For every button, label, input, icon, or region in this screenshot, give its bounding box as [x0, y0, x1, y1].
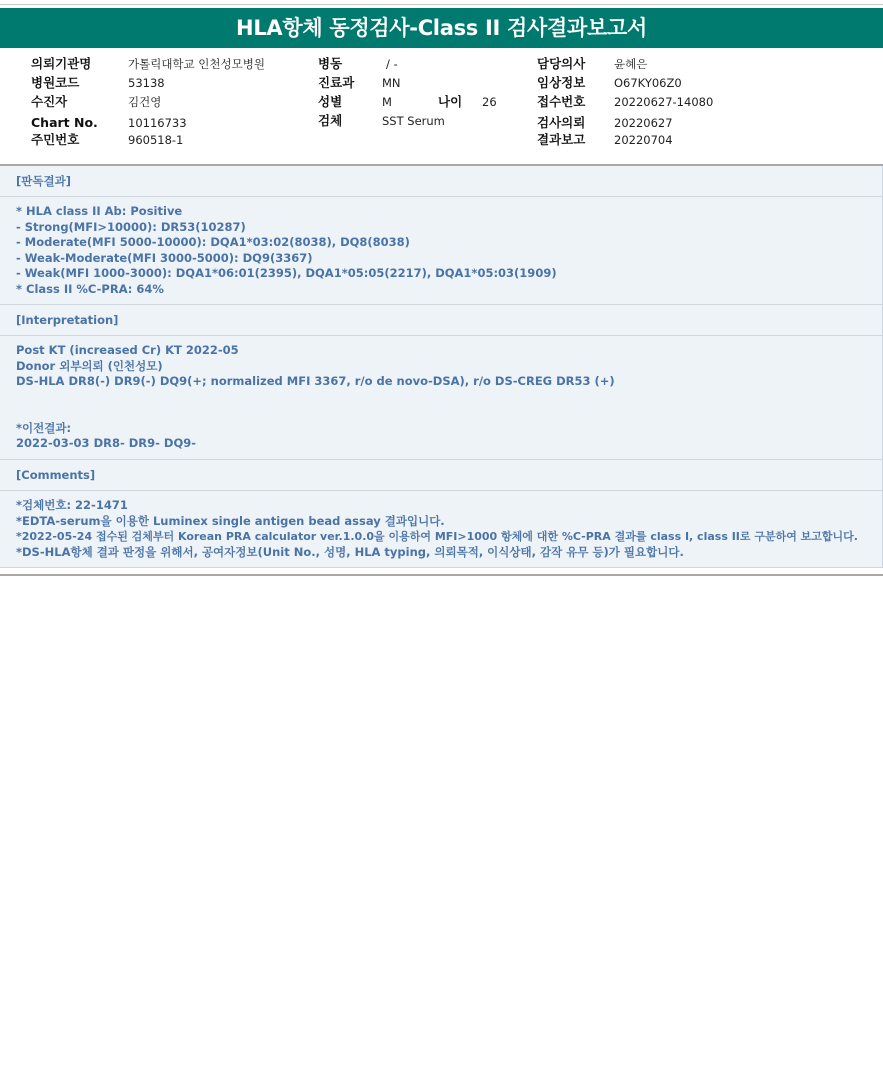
- hospital-code-label: 병원코드: [31, 75, 80, 90]
- interpretation-line: 2022-03-03 DR8- DR9- DQ9-: [16, 436, 197, 450]
- institution-value: 가톨릭대학교 인천성모병원: [128, 57, 265, 71]
- interpretation-line: Post KT (increased Cr) KT 2022-05: [16, 343, 239, 357]
- department-label: 진료과: [318, 75, 355, 90]
- test-request-label: 검사의뢰: [537, 115, 586, 130]
- result-line: - Weak(MFI 1000-3000): DQA1*06:01(2395), DQA1*05:05(2217), DQA1*05:03(1909): [16, 266, 557, 280]
- comments-section-body: [0, 491, 882, 568]
- chart-no-label: Chart No.: [31, 115, 98, 130]
- interpretation-line: DS-HLA DR8(-) DR9(-) DQ9(+; normalized MFI 3367, r/o de novo-DSA), r/o DS-CREG DR53 (+): [16, 374, 615, 388]
- top-divider: [0, 4, 883, 5]
- ward-value: / -: [386, 57, 398, 71]
- patient-value: 김건영: [128, 95, 162, 109]
- hospital-code-value: 53138: [128, 76, 165, 90]
- interpretation-line: [16, 390, 882, 406]
- clinical-info-value: O67KY06Z0: [614, 76, 682, 90]
- comment-line: *검체번호: 22-1471: [16, 498, 128, 512]
- result-section-body: [0, 197, 882, 305]
- interpretation-section-heading: [Interpretation]: [0, 305, 882, 336]
- receipt-no-value: 20220627-14080: [614, 95, 714, 109]
- bottom-divider: [0, 574, 883, 576]
- sex-label: 성별: [318, 94, 343, 109]
- specimen-label: 검체: [318, 113, 343, 128]
- receipt-no-label: 접수번호: [537, 94, 586, 109]
- comments-section-heading: [Comments]: [0, 460, 882, 491]
- institution-label: 의뢰기관명: [31, 56, 92, 71]
- specimen-value: SST Serum: [382, 114, 445, 128]
- result-line: - Weak-Moderate(MFI 3000-5000): DQ9(3367): [16, 250, 313, 265]
- test-request-value: 20220627: [614, 116, 673, 130]
- result-line: - Strong(MFI>10000): DR53(10287): [16, 219, 246, 234]
- comment-line: *2022-05-24 접수된 검체부터 Korean PRA calculator ver.1.0.0을 이용하여 MFI>1000 항체에 대한 %C-PRA 결과를 class I, class II로 구분하여 보고합니다.: [16, 530, 858, 543]
- interpretation-line: [16, 405, 882, 421]
- result-report-value: 20220704: [614, 133, 673, 147]
- result-section-heading: [판독결과]: [0, 166, 882, 197]
- resident-no-label: 주민번호: [31, 132, 80, 147]
- comment-line: *EDTA-serum을 이용한 Luminex single antigen bead assay 결과입니다.: [16, 513, 445, 528]
- sex-value: M: [382, 95, 392, 109]
- department-value: MN: [382, 76, 401, 90]
- report-title: HLA항체 동정검사-Class II 검사결과보고서: [0, 8, 883, 48]
- ward-label: 병동: [318, 56, 343, 71]
- result-line: - Moderate(MFI 5000-10000): DQA1*03:02(8038), DQ8(8038): [16, 235, 410, 249]
- age-value: 26: [482, 95, 497, 109]
- comment-line: *DS-HLA항체 결과 판정을 위해서, 공여자정보(Unit No., 성명, HLA typing, 의뢰목적, 이식상태, 감작 유무 등)가 필요합니다.: [16, 544, 684, 559]
- patient-info-header: [0, 48, 883, 165]
- patient-label: 수진자: [31, 94, 68, 109]
- chart-no-value: 10116733: [128, 116, 187, 130]
- doctor-value: 윤혜은: [614, 57, 648, 71]
- clinical-info-label: 임상정보: [537, 75, 586, 90]
- report-body: [0, 166, 883, 568]
- result-report-label: 결과보고: [537, 132, 586, 147]
- interpretation-section-body: [0, 336, 882, 460]
- interpretation-line: *이전결과:: [16, 420, 72, 435]
- resident-no-value: 960518-1: [128, 133, 184, 147]
- age-label: 나이: [438, 94, 463, 109]
- result-line: * Class II %C-PRA: 64%: [16, 281, 164, 296]
- interpretation-line: Donor 외부의뢰 (인천성모): [16, 358, 163, 373]
- result-line: * HLA class II Ab: Positive: [16, 204, 183, 218]
- doctor-label: 담당의사: [537, 56, 586, 71]
